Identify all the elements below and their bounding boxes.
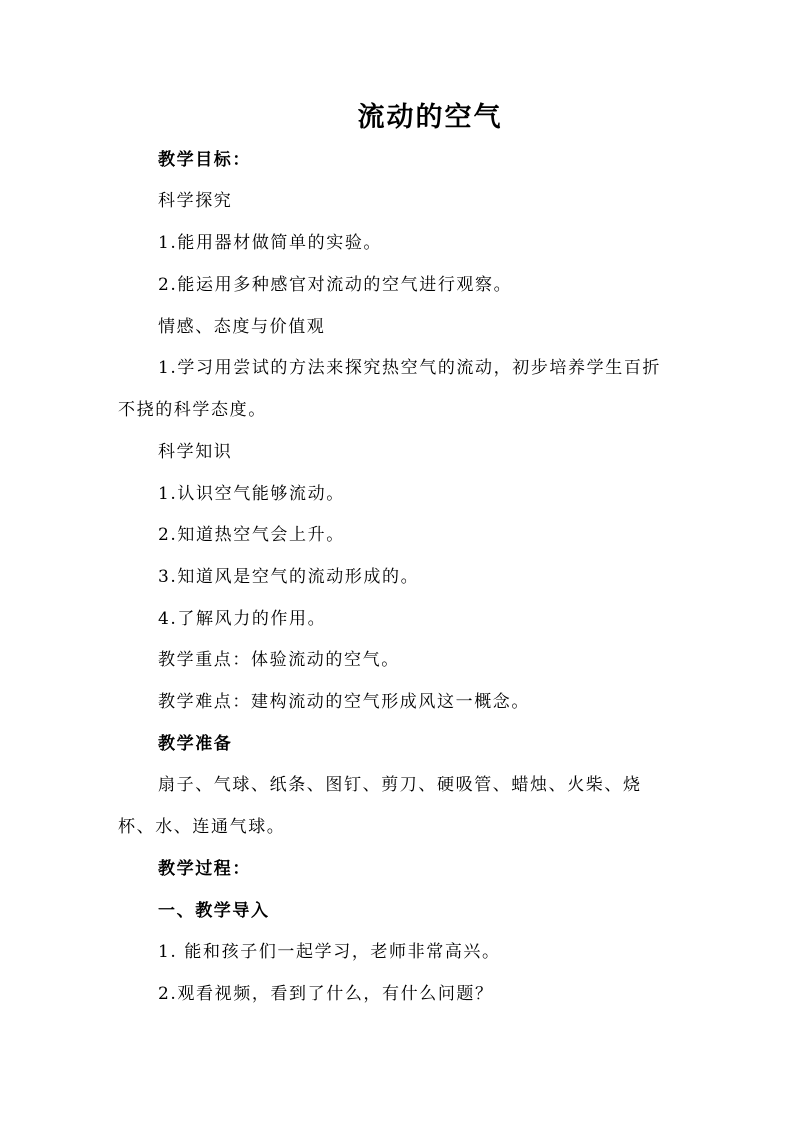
- paragraph: 4.了解风力的作用。: [158, 609, 327, 629]
- paragraph-continuation: 杯、水、连通气球。: [118, 817, 286, 837]
- paragraph-continuation: 不挠的科学态度。: [118, 400, 267, 420]
- paragraph-materials: 扇子、气球、纸条、图钉、剪刀、硬吸管、蜡烛、火柴、烧: [158, 775, 642, 795]
- paragraph: 3.知道风是空气的流动形成的。: [158, 567, 420, 587]
- paragraph: 2.能运用多种感官对流动的空气进行观察。: [158, 275, 513, 295]
- paragraph: 1.能用器材做简单的实验。: [158, 233, 383, 253]
- document-title: 流动的空气: [357, 102, 503, 133]
- section-heading-objectives: 教学目标：: [158, 150, 251, 170]
- subheading-scientific-inquiry: 科学探究: [158, 191, 233, 211]
- paragraph-difficult-points: 教学难点：建构流动的空气形成风这一概念。: [158, 692, 530, 712]
- paragraph-key-points: 教学重点：体验流动的空气。: [158, 650, 400, 670]
- subheading-scientific-knowledge: 科学知识: [158, 442, 233, 462]
- paragraph: 2.观看视频，看到了什么，有什么问题？: [158, 984, 494, 1004]
- paragraph: 1.认识空气能够流动。: [158, 484, 345, 504]
- paragraph: 2.知道热空气会上升。: [158, 525, 345, 545]
- paragraph: 1.学习用尝试的方法来探究热空气的流动，初步培养学生百折: [158, 358, 662, 378]
- section-heading-preparation: 教学准备: [158, 734, 233, 754]
- subheading-introduction: 一、教学导入: [158, 901, 270, 921]
- paragraph: 1. 能和孩子们一起学习，老师非常高兴。: [158, 942, 501, 962]
- subheading-emotion-attitude-values: 情感、态度与价值观: [158, 317, 326, 337]
- section-heading-process: 教学过程：: [158, 859, 251, 879]
